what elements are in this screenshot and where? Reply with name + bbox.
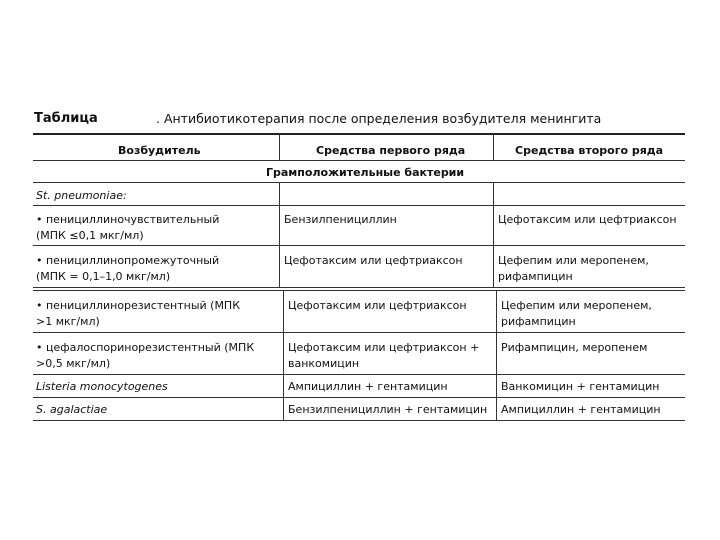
table-cell: • пенициллинопромежуточный: [36, 254, 220, 267]
table-cell: • цефалоспоринорезистентный (МПК: [36, 341, 255, 354]
table-cell: • пенициллинорезистентный (МПК: [36, 299, 241, 312]
table-cell: Ампициллин + гентамицин: [288, 380, 448, 393]
header-bottom-rule: [33, 160, 685, 161]
table-cell: Цефепим или меропенем,: [498, 254, 649, 267]
table-cell: Listeria monocytogenes: [36, 380, 168, 393]
table-bottom-rule: [33, 420, 685, 421]
table-cell: (МПК ≤0,1 мкг/мл): [36, 229, 144, 242]
section-bottom-rule: [33, 182, 685, 183]
col-divider: [493, 182, 494, 287]
row-rule-4: [33, 374, 685, 375]
col-divider: [279, 134, 280, 160]
table-cell: Цефотаксим или цефтриаксон: [498, 213, 677, 226]
table-cell: Цефотаксим или цефтриаксон: [284, 254, 463, 267]
column-header: Средства второго ряда: [515, 144, 664, 157]
table-cell: ванкомицин: [288, 357, 360, 370]
col-divider: [496, 290, 497, 420]
section-title: Грамположительные бактерии: [266, 166, 465, 179]
row-rule-1: [33, 245, 685, 246]
table-cell: S. agalactiae: [36, 403, 108, 416]
row-rule-3: [33, 332, 685, 333]
table-cell: Цефотаксим или цефтриаксон +: [288, 341, 480, 354]
table-cell: рифампицин: [498, 270, 573, 283]
row-rule-2b: [33, 290, 685, 291]
col-divider: [279, 182, 280, 287]
caption-text: . Антибиотикотерапия после определения возбудителя менингита: [156, 111, 602, 126]
table-top-rule: [33, 133, 685, 135]
col-divider: [493, 134, 494, 160]
table-caption: [34, 111, 694, 131]
table-cell: рифампицин: [501, 315, 576, 328]
column-header: Возбудитель: [118, 144, 201, 157]
col-divider: [283, 290, 284, 420]
table-cell: Ампициллин + гентамицин: [501, 403, 661, 416]
table-cell: • пенициллиночувствительный: [36, 213, 220, 226]
table-cell: Рифампицин, меропенем: [501, 341, 648, 354]
table-cell: Цефотаксим или цефтриаксон: [288, 299, 467, 312]
group-bottom-rule: [33, 205, 685, 206]
table-cell: Ванкомицин + гентамицин: [501, 380, 660, 393]
table-cell: (МПК = 0,1–1,0 мкг/мл): [36, 270, 171, 283]
table-cell: >1 мкг/мл): [36, 315, 100, 328]
table-cell: Цефепим или меропенем,: [501, 299, 652, 312]
column-header: Средства первого ряда: [316, 144, 466, 157]
caption-label: Таблица: [34, 111, 98, 126]
table-cell: Бензилпенициллин + гентамицин: [288, 403, 488, 416]
group-title: St. pneumoniae:: [36, 189, 127, 202]
row-rule-5: [33, 397, 685, 398]
row-rule-2: [33, 287, 685, 288]
table-cell: >0,5 мкг/мл): [36, 357, 111, 370]
table-cell: Бензилпенициллин: [284, 213, 397, 226]
